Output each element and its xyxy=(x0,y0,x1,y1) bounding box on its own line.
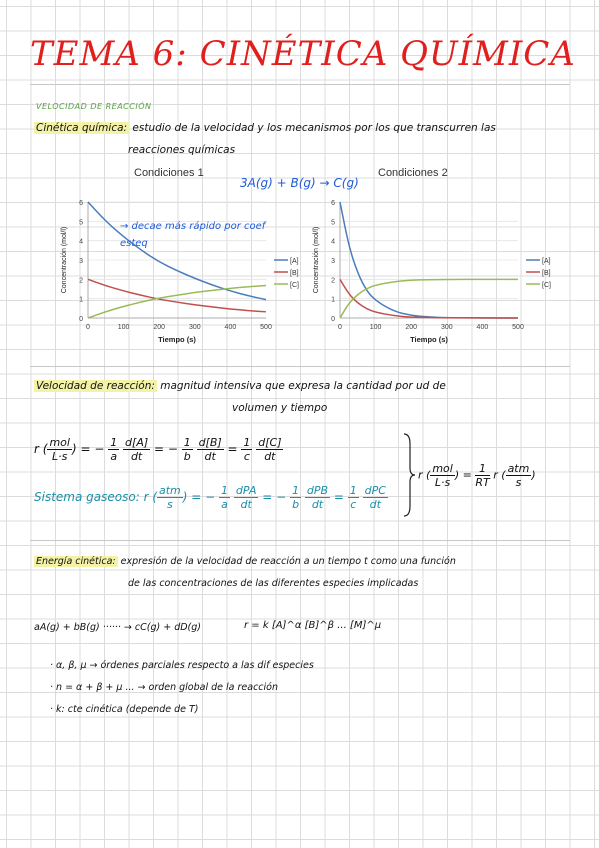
eq-sign: = − xyxy=(153,442,178,456)
cinetica-definition: estudio de la velocidad y los mecanismos por los que transcurren las xyxy=(132,122,496,134)
y-tick-label: 4 xyxy=(79,238,83,246)
dC-dt: $\frac{d[C]}{dt}$ xyxy=(258,436,282,463)
page-title: TEMA 6: CINÉTICA QUÍMICA xyxy=(30,34,576,74)
y-tick-label: 2 xyxy=(79,277,83,285)
coef-c: $\frac{1}{c}$ xyxy=(243,436,251,463)
chart-annotation: → decae más rápido por coef esteq xyxy=(120,221,266,249)
x-tick-label: 300 xyxy=(440,324,453,331)
x-tick-label: 0 xyxy=(338,324,342,331)
x-tick-label: 100 xyxy=(117,324,130,331)
chart-condiciones-1 xyxy=(58,190,308,355)
chart-1-title: Condiciones 1 xyxy=(134,167,204,179)
eq-sign: = − xyxy=(191,490,216,504)
bullet-global-order: · n = α + β + μ ... → orden global de la reacción xyxy=(50,682,278,693)
y-tick-label: 6 xyxy=(79,200,83,207)
divider xyxy=(30,366,570,367)
energia-line xyxy=(34,556,456,567)
dA-dt: $\frac{d[A]}{dt}$ xyxy=(125,436,149,463)
y-tick-label: 3 xyxy=(331,258,335,265)
dB-dt: $\frac{d[B]}{dt}$ xyxy=(198,436,222,463)
x-axis-label: Tiempo (s) xyxy=(410,335,448,344)
y-tick-label: 0 xyxy=(331,316,335,323)
velocidad-line xyxy=(34,380,446,392)
dPC-dt: $\frac{\text{dPC}}{dt}$ xyxy=(364,484,386,511)
gas-label: Sistema gaseoso: xyxy=(34,490,140,504)
section-heading-velocidad: VELOCIDAD DE REACCIÓN xyxy=(36,102,152,111)
velocidad-definition: magnitud intensiva que expresa la cantidad por ud de xyxy=(160,380,446,392)
legend-label: [A] xyxy=(542,258,551,265)
x-tick-label: 100 xyxy=(369,324,382,331)
y-tick-label: 2 xyxy=(331,277,335,285)
coef-b: $\frac{1}{b}$ xyxy=(183,436,191,463)
bullet-orders: · α, β, μ → órdenes parciales respecto a las dif especies xyxy=(50,660,314,671)
legend-label: [B] xyxy=(290,270,299,277)
chart-2-title: Condiciones 2 xyxy=(378,167,448,179)
coef-a: $\frac{1}{a}$ xyxy=(110,436,118,463)
dPA-dt: $\frac{\text{dPA}}{dt}$ xyxy=(235,484,257,511)
y-tick-label: 6 xyxy=(331,200,335,207)
rate-law: r = k [A]^α [B]^β ... [M]^μ xyxy=(244,620,382,631)
gas-coef-a: $\frac{1}{a}$ xyxy=(221,484,229,511)
relation-r: r xyxy=(493,468,498,482)
gas-rate-symbol: r xyxy=(143,490,149,504)
bullet-kinetic-constant: · k: cte cinética (depende de T) xyxy=(50,704,199,715)
eq-sign: = xyxy=(227,442,238,456)
rate-equation: r ( $\frac{\text{mol}}{L\cdot s}$ ) = − $\frac{1}{a}$ $\frac{d[A]}{dt}$ = − $\frac{1}{b}$ $\frac{d[B]}{dt}$ = $\frac{1}{c}$ $\frac{d[C]}{dt}$ xyxy=(34,436,282,463)
eq-sign: = − xyxy=(262,490,287,504)
eq-sign: = − xyxy=(80,442,105,456)
x-tick-label: 200 xyxy=(405,324,418,331)
divider xyxy=(30,540,570,541)
y-tick-label: 1 xyxy=(79,296,83,304)
legend-label: [C] xyxy=(290,282,299,289)
relation-units-conc: $\frac{\text{mol}}{L\cdot s}$ xyxy=(432,462,453,489)
velocidad-label: Velocidad de reacción: xyxy=(36,380,155,392)
legend-label: [B] xyxy=(542,270,551,277)
chart-condiciones-2 xyxy=(310,190,560,355)
x-tick-label: 500 xyxy=(260,324,272,331)
x-tick-label: 400 xyxy=(224,324,237,331)
y-tick-label: 5 xyxy=(79,219,83,227)
x-tick-label: 200 xyxy=(153,324,166,331)
cinetica-line xyxy=(34,122,496,134)
general-reaction: aA(g) + bB(g) ······ → cC(g) + dD(g) xyxy=(34,622,201,633)
eq-sign: = xyxy=(333,490,344,504)
energia-label: Energía cinética: xyxy=(36,556,116,567)
divider xyxy=(30,84,570,85)
reaction-equation: 3A(g) + B(g) → C(g) xyxy=(240,176,359,190)
gas-coef-c: $\frac{1}{c}$ xyxy=(349,484,357,511)
y-tick-label: 0 xyxy=(79,316,83,323)
relation-factor: $\frac{1}{RT}$ xyxy=(475,462,490,489)
energia-definition-cont: de las concentraciones de las diferentes especies implicadas xyxy=(128,578,419,589)
relation-units-gas: $\frac{\text{atm}}{s}$ xyxy=(507,462,530,489)
gas-equation: Sistema gaseoso: r ( $\frac{\text{atm}}{s}$ ) = − $\frac{1}{a}$ $\frac{\text{dPA}}{dt}$ = − $\frac{1}{b}$ $\frac{\text{dPB}}{dt}$ = $\frac{1}{c}$ $\frac{\text{dPC}}{dt}$ xyxy=(34,484,386,511)
y-tick-label: 1 xyxy=(331,296,335,304)
curly-brace-icon xyxy=(402,432,416,518)
legend-label: [A] xyxy=(290,258,299,265)
gas-units: $\frac{\text{atm}}{s}$ xyxy=(159,484,181,511)
y-axis-label: Concentración (mol/l) xyxy=(313,226,320,294)
eq-sign: = xyxy=(462,468,472,482)
y-axis-label: Concentración (mol/l) xyxy=(61,226,68,294)
y-tick-label: 5 xyxy=(331,219,335,227)
x-tick-label: 0 xyxy=(86,324,90,331)
relation-r: r xyxy=(418,468,423,482)
velocidad-definition-cont: volumen y tiempo xyxy=(232,402,328,414)
rate-units: $\frac{\text{mol}}{L\cdot s}$ xyxy=(49,436,70,463)
gas-coef-b: $\frac{1}{b}$ xyxy=(292,484,300,511)
legend-label: [C] xyxy=(542,282,551,289)
cinetica-label: Cinética química: xyxy=(36,122,128,134)
energia-definition: expresión de la velocidad de reacción a un tiempo t como una función xyxy=(120,556,456,567)
dPB-dt: $\frac{\text{dPB}}{dt}$ xyxy=(306,484,329,511)
y-tick-label: 3 xyxy=(79,258,83,265)
cinetica-definition-cont: reacciones químicas xyxy=(128,144,236,156)
x-tick-label: 400 xyxy=(476,324,489,331)
x-tick-label: 500 xyxy=(512,324,524,331)
rate-symbol: r xyxy=(34,442,39,456)
relation-equation: r ( $\frac{\text{mol}}{L\cdot s}$ ) = $\frac{1}{RT}$ r ( $\frac{\text{atm}}{s}$ ) xyxy=(418,462,536,489)
y-tick-label: 4 xyxy=(331,238,335,246)
x-axis-label: Tiempo (s) xyxy=(158,335,196,344)
x-tick-label: 300 xyxy=(188,324,201,331)
